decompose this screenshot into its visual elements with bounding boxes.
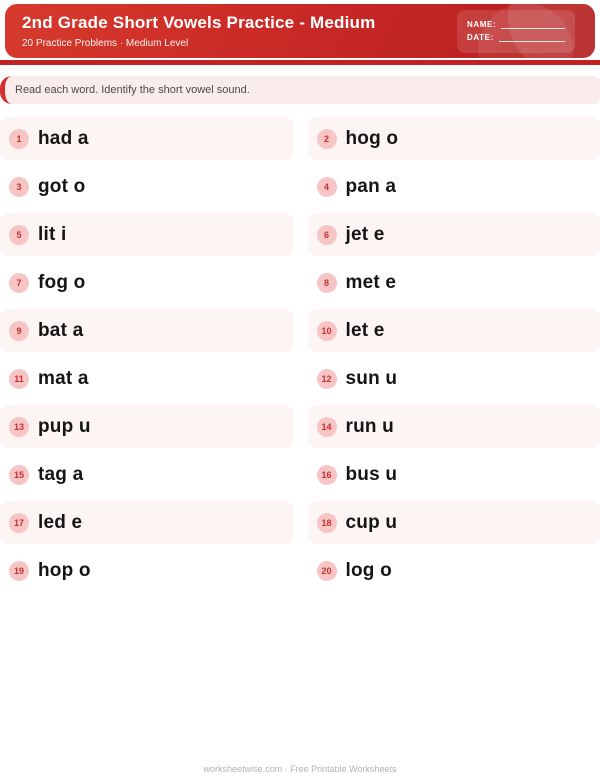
item-number-badge: 19 [9, 561, 29, 581]
item-word: bat a [38, 320, 83, 342]
item-number-badge: 13 [9, 417, 29, 437]
item-word: tag a [38, 464, 83, 486]
name-line [501, 21, 565, 29]
item-word: hog o [346, 128, 399, 150]
instruction-text: Read each word. Identify the short vowel sound. [15, 84, 250, 96]
item-number-badge: 1 [9, 129, 29, 149]
page-title: 2nd Grade Short Vowels Practice - Medium [22, 13, 375, 33]
item-number-badge: 18 [317, 513, 337, 533]
item-number-badge: 3 [9, 177, 29, 197]
practice-item [0, 405, 293, 448]
practice-item [308, 213, 600, 256]
item-number-badge: 10 [317, 321, 337, 341]
item-number-badge: 17 [9, 513, 29, 533]
header-text-block [22, 13, 375, 49]
practice-item [308, 405, 600, 448]
item-number-badge: 11 [9, 369, 29, 389]
name-label: NAME: [467, 20, 496, 29]
item-word: hop o [38, 560, 91, 582]
practice-item [0, 549, 293, 592]
practice-item [308, 357, 600, 400]
item-word: fog o [38, 272, 85, 294]
item-word: let e [346, 320, 385, 342]
item-word: met e [346, 272, 397, 294]
header-accent-strip [0, 60, 600, 65]
practice-item [0, 309, 293, 352]
practice-item [308, 549, 600, 592]
item-number-badge: 4 [317, 177, 337, 197]
practice-item [308, 309, 600, 352]
practice-item [0, 213, 293, 256]
item-word: lit i [38, 224, 66, 246]
practice-item [308, 453, 600, 496]
item-word: pan a [346, 176, 397, 198]
item-word: jet e [346, 224, 385, 246]
item-word: led e [38, 512, 82, 534]
practice-item [308, 165, 600, 208]
practice-item [308, 501, 600, 544]
practice-item [0, 165, 293, 208]
practice-item [0, 357, 293, 400]
item-number-badge: 5 [9, 225, 29, 245]
item-number-badge: 14 [317, 417, 337, 437]
item-word: got o [38, 176, 85, 198]
practice-item [308, 117, 600, 160]
item-word: sun u [346, 368, 398, 390]
item-number-badge: 12 [317, 369, 337, 389]
practice-item [308, 261, 600, 304]
problems-grid [0, 117, 600, 592]
item-number-badge: 20 [317, 561, 337, 581]
name-row [467, 20, 565, 29]
item-word: cup u [346, 512, 398, 534]
page-subtitle: 20 Practice Problems · Medium Level [22, 38, 375, 49]
item-number-badge: 16 [317, 465, 337, 485]
date-line [499, 34, 565, 42]
item-number-badge: 8 [317, 273, 337, 293]
practice-item [0, 117, 293, 160]
item-number-badge: 2 [317, 129, 337, 149]
item-word: log o [346, 560, 392, 582]
practice-item [0, 261, 293, 304]
practice-item [0, 453, 293, 496]
item-word: pup u [38, 416, 91, 438]
worksheet-header [5, 4, 595, 58]
item-number-badge: 15 [9, 465, 29, 485]
item-word: bus u [346, 464, 398, 486]
item-word: run u [346, 416, 395, 438]
item-number-badge: 9 [9, 321, 29, 341]
date-label: DATE: [467, 33, 494, 42]
name-date-box [457, 10, 575, 53]
date-row [467, 33, 565, 42]
item-word: mat a [38, 368, 89, 390]
item-word: had a [38, 128, 89, 150]
item-number-badge: 7 [9, 273, 29, 293]
item-number-badge: 6 [317, 225, 337, 245]
practice-item [0, 501, 293, 544]
footer-credit: worksheetwise.com · Free Printable Worksheets [0, 764, 600, 774]
instruction-bar [0, 76, 600, 104]
